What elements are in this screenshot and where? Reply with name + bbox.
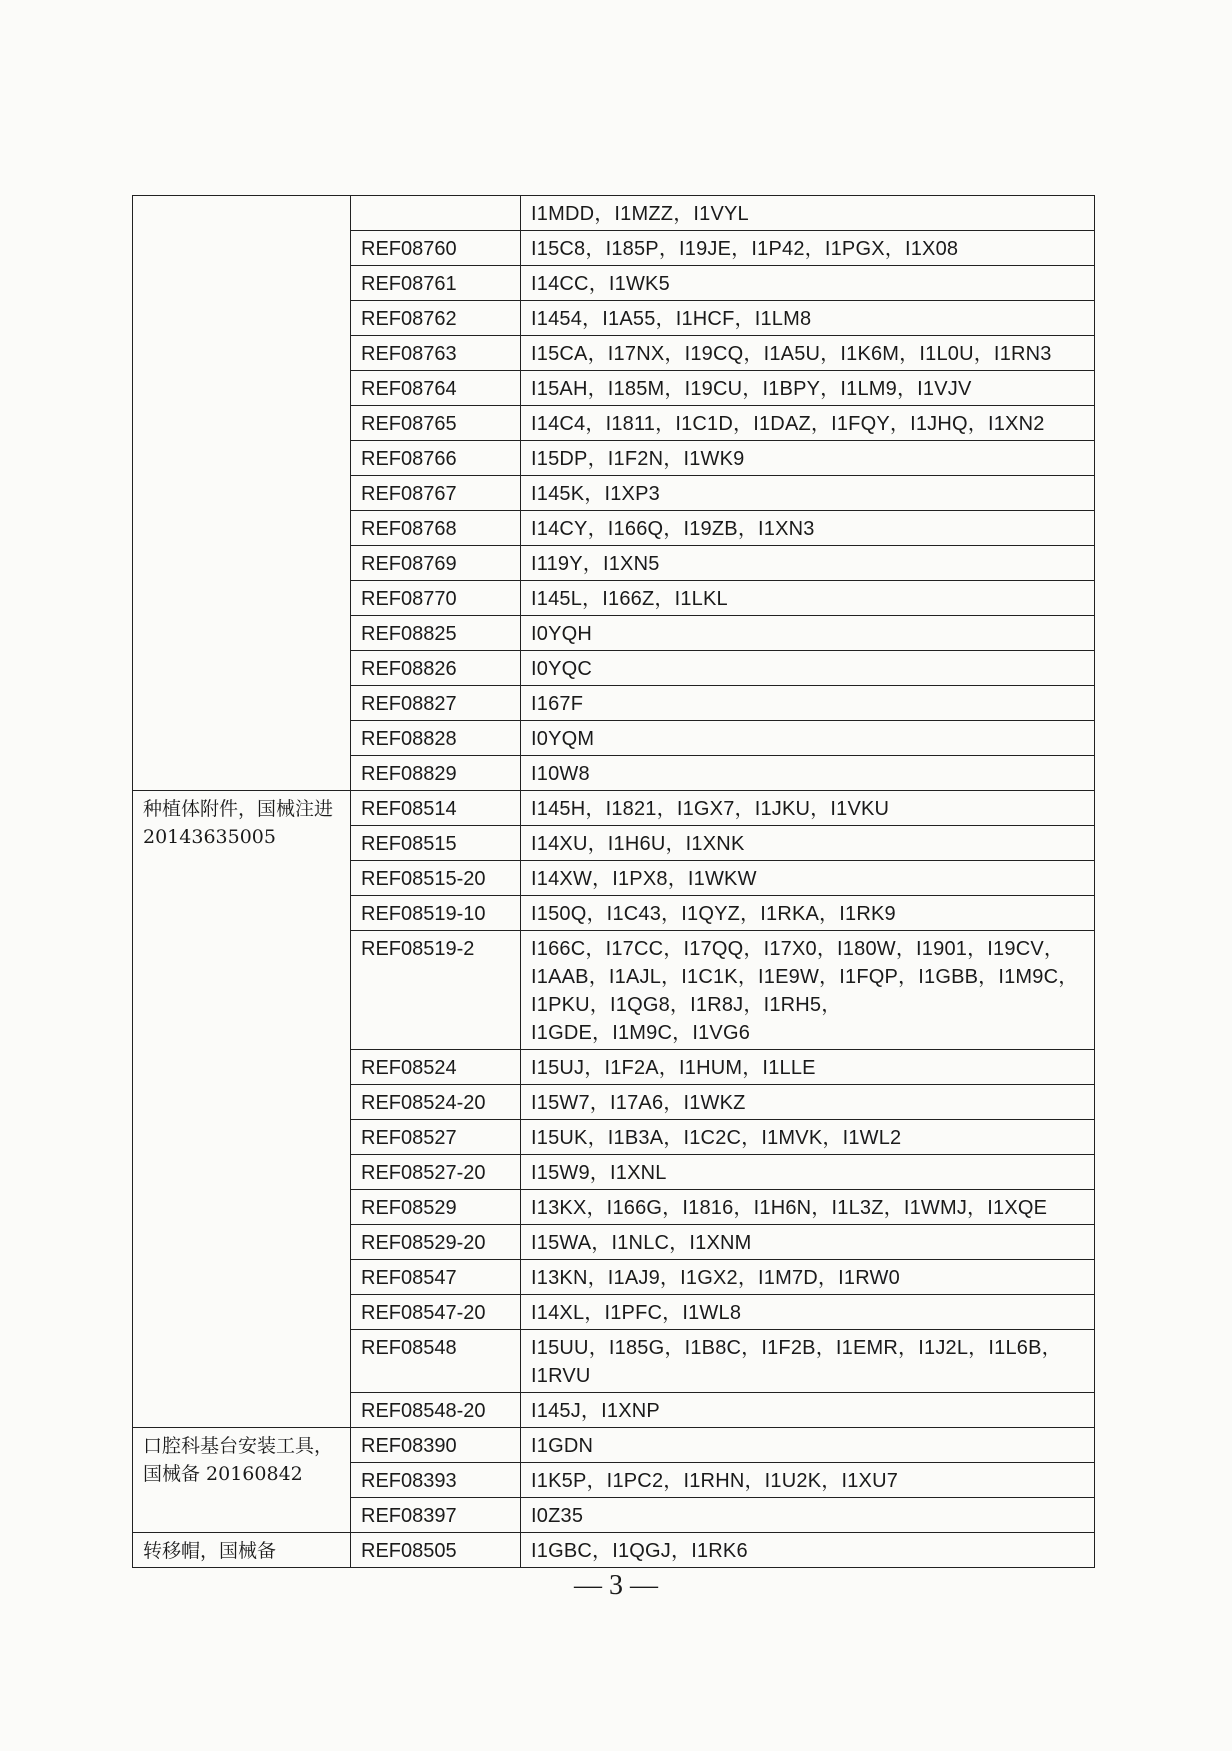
lots-line: I1PKU，I1QG8，I1R8J，I1RH5， [531, 994, 842, 1016]
table-row [133, 196, 1095, 231]
lots-cell: I0YQM [521, 721, 1095, 756]
ref-cell: REF08514 [351, 791, 521, 826]
lots-line: I15UU，I185G，I1B8C，I1F2B，I1EMR，I1J2L，I1L6B， [531, 1337, 1062, 1359]
ref-cell: REF08505 [351, 1533, 521, 1568]
lots-line: I166C，I17CC，I17QQ，I17X0，I180W，I1901，I19CV， [531, 938, 1065, 960]
lots-cell: I167F [521, 686, 1095, 721]
lots-cell: I14XL，I1PFC，I1WL8 [521, 1295, 1095, 1330]
lots-cell: I145J，I1XNP [521, 1393, 1095, 1428]
product-lot-table [132, 195, 1095, 1568]
lots-cell: I1K5P，I1PC2，I1RHN，I1U2K，I1XU7 [521, 1463, 1095, 1498]
ref-cell: REF08519-2 [351, 931, 521, 1050]
page-number: — 3 — [574, 1570, 658, 1601]
lots-cell: I13KX，I166G，I1816，I1H6N，I1L3Z，I1WMJ，I1XQE [521, 1190, 1095, 1225]
ref-cell: REF08765 [351, 406, 521, 441]
lots-cell: I119Y，I1XN5 [521, 546, 1095, 581]
ref-cell: REF08527 [351, 1120, 521, 1155]
ref-cell: REF08515-20 [351, 861, 521, 896]
ref-cell: REF08766 [351, 441, 521, 476]
ref-cell: REF08393 [351, 1463, 521, 1498]
lots-cell: I14CY，I166Q，I19ZB，I1XN3 [521, 511, 1095, 546]
ref-cell: REF08769 [351, 546, 521, 581]
ref-cell: REF08826 [351, 651, 521, 686]
category-cell: 种植体附件，国械注进 20143635005 [133, 791, 351, 1428]
lots-cell: I15AH，I185M，I19CU，I1BPY，I1LM9，I1VJV [521, 371, 1095, 406]
lots-cell: I145L，I166Z，I1LKL [521, 581, 1095, 616]
ref-cell: REF08390 [351, 1428, 521, 1463]
lots-cell: I10W8 [521, 756, 1095, 791]
ref-cell: REF08524-20 [351, 1085, 521, 1120]
lots-cell: I14XW，I1PX8，I1WKW [521, 861, 1095, 896]
ref-cell: REF08547-20 [351, 1295, 521, 1330]
lots-cell: I15UK，I1B3A，I1C2C，I1MVK，I1WL2 [521, 1120, 1095, 1155]
category-cell: 口腔科基台安装工具，国械备 20160842 [133, 1428, 351, 1533]
ref-cell: REF08527-20 [351, 1155, 521, 1190]
ref-cell: REF08529 [351, 1190, 521, 1225]
ref-cell: REF08762 [351, 301, 521, 336]
lots-cell: I15C8，I185P，I19JE，I1P42，I1PGX，I1X08 [521, 231, 1095, 266]
ref-cell: REF08761 [351, 266, 521, 301]
lots-cell: I1454，I1A55，I1HCF，I1LM8 [521, 301, 1095, 336]
lots-cell: I15CA，I17NX，I19CQ，I1A5U，I1K6M，I1L0U，I1RN3 [521, 336, 1095, 371]
ref-cell [351, 196, 521, 231]
table-row [133, 791, 1095, 826]
lots-line: I1GDE，I1M9C，I1VG6 [531, 1022, 751, 1044]
table-row [133, 1428, 1095, 1463]
lots-cell: I145H，I1821，I1GX7，I1JKU，I1VKU [521, 791, 1095, 826]
ref-cell: REF08764 [351, 371, 521, 406]
lots-cell: I15W9，I1XNL [521, 1155, 1095, 1190]
lots-cell: I14CC，I1WK5 [521, 266, 1095, 301]
lots-cell: I15UJ，I1F2A，I1HUM，I1LLE [521, 1050, 1095, 1085]
ref-cell: REF08529-20 [351, 1225, 521, 1260]
ref-cell: REF08547 [351, 1260, 521, 1295]
table-row [133, 1533, 1095, 1568]
ref-cell: REF08515 [351, 826, 521, 861]
lots-cell [521, 931, 1095, 1050]
lots-cell: I145K，I1XP3 [521, 476, 1095, 511]
lots-cell: I1GBC，I1QGJ，I1RK6 [521, 1533, 1095, 1568]
ref-cell: REF08767 [351, 476, 521, 511]
ref-cell: REF08763 [351, 336, 521, 371]
ref-cell: REF08760 [351, 231, 521, 266]
ref-cell: REF08829 [351, 756, 521, 791]
lots-cell: I0Z35 [521, 1498, 1095, 1533]
lots-cell [521, 1330, 1095, 1393]
ref-cell: REF08524 [351, 1050, 521, 1085]
ref-cell: REF08768 [351, 511, 521, 546]
lots-cell: I150Q，I1C43，I1QYZ，I1RKA，I1RK9 [521, 896, 1095, 931]
lots-cell: I1MDD，I1MZZ，I1VYL [521, 196, 1095, 231]
lots-cell: I13KN，I1AJ9，I1GX2，I1M7D，I1RW0 [521, 1260, 1095, 1295]
ref-cell: REF08770 [351, 581, 521, 616]
lots-line: I1RVU [531, 1365, 591, 1387]
lots-cell: I0YQC [521, 651, 1095, 686]
lots-cell: I14C4，I1811，I1C1D，I1DAZ，I1FQY，I1JHQ，I1XN2 [521, 406, 1095, 441]
lots-cell: I15W7，I17A6，I1WKZ [521, 1085, 1095, 1120]
ref-cell: REF08825 [351, 616, 521, 651]
ref-cell: REF08548-20 [351, 1393, 521, 1428]
lots-cell: I1GDN [521, 1428, 1095, 1463]
lots-line: I1AAB，I1AJL，I1C1K，I1E9W，I1FQP，I1GBB，I1M9C， [531, 966, 1079, 988]
ref-cell: REF08548 [351, 1330, 521, 1393]
lots-cell: I14XU，I1H6U，I1XNK [521, 826, 1095, 861]
category-cell [133, 196, 351, 791]
lots-cell: I15WA，I1NLC，I1XNM [521, 1225, 1095, 1260]
lots-cell: I0YQH [521, 616, 1095, 651]
lots-cell: I15DP，I1F2N，I1WK9 [521, 441, 1095, 476]
ref-cell: REF08828 [351, 721, 521, 756]
ref-cell: REF08827 [351, 686, 521, 721]
ref-cell: REF08397 [351, 1498, 521, 1533]
ref-cell: REF08519-10 [351, 896, 521, 931]
category-cell: 转移帽，国械备 [133, 1533, 351, 1568]
